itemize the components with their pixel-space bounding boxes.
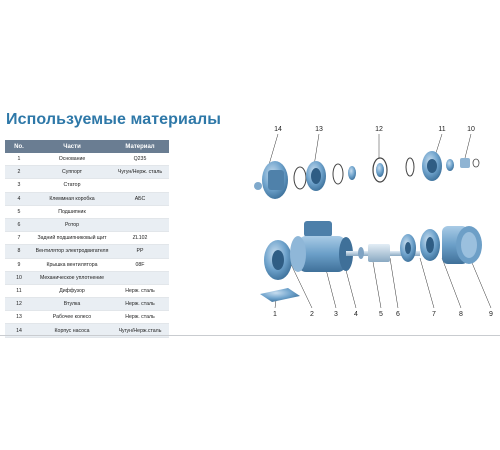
- page-title: Используемые материалы: [6, 111, 222, 128]
- top-part-numbers: [274, 126, 475, 133]
- table-row: [5, 179, 169, 192]
- header-material: Материал: [111, 140, 169, 153]
- row-part: Подшипник: [33, 205, 111, 218]
- table-row: [5, 192, 169, 205]
- part-number-label: 10: [467, 126, 475, 133]
- row-material: Нерж. сталь: [111, 298, 169, 311]
- row-number: 7: [5, 232, 33, 245]
- row-material: [111, 205, 169, 218]
- exploded-pump-diagram: [180, 118, 500, 322]
- table-row: [5, 245, 169, 258]
- part-number-label: 12: [375, 126, 383, 133]
- part-number-label: 6: [396, 311, 400, 318]
- header-number: No.: [5, 140, 33, 153]
- row-part: Втулка: [33, 298, 111, 311]
- row-part: Рабочее колесо: [33, 311, 111, 324]
- part-number-label: 14: [274, 126, 282, 133]
- row-number: 5: [5, 205, 33, 218]
- row-material: 08F: [111, 258, 169, 271]
- row-material: Нерж. сталь: [111, 284, 169, 297]
- row-material: PP: [111, 245, 169, 258]
- row-material: Чугун/Нерж.сталь: [111, 324, 169, 337]
- row-number: 11: [5, 284, 33, 297]
- part-number-label: 2: [310, 311, 314, 318]
- row-material: Q235: [111, 153, 169, 166]
- table-row: [5, 298, 169, 311]
- row-part: Вентилятор электродвигателя: [33, 245, 111, 258]
- row-number: 10: [5, 271, 33, 284]
- row-number: 3: [5, 179, 33, 192]
- table-row: [5, 166, 169, 179]
- part-number-label: 5: [379, 311, 383, 318]
- row-material: АБС: [111, 192, 169, 205]
- part-number-label: 11: [438, 126, 446, 133]
- part-number-label: 7: [432, 311, 436, 318]
- part-number-label: 3: [334, 311, 338, 318]
- row-part: Основание: [33, 153, 111, 166]
- row-material: Нерж. сталь: [111, 311, 169, 324]
- row-number: 9: [5, 258, 33, 271]
- part-number-label: 8: [459, 311, 463, 318]
- part-number-label: 9: [489, 311, 493, 318]
- row-material: [111, 271, 169, 284]
- table-row: [5, 232, 169, 245]
- row-number: 14: [5, 324, 33, 337]
- table-row: [5, 258, 169, 271]
- row-material: [111, 218, 169, 231]
- row-number: 2: [5, 166, 33, 179]
- row-part: Ротор: [33, 218, 111, 231]
- table-row: [5, 218, 169, 231]
- table-row: [5, 284, 169, 297]
- row-part: Диффузор: [33, 284, 111, 297]
- row-material: Чугун/Нерж. сталь: [111, 166, 169, 179]
- row-part: Суппорт: [33, 166, 111, 179]
- table-row: [5, 271, 169, 284]
- row-part: Механическое уплотнение: [33, 271, 111, 284]
- section-divider: [0, 335, 500, 336]
- row-number: 4: [5, 192, 33, 205]
- table-row: [5, 205, 169, 218]
- row-number: 1: [5, 153, 33, 166]
- part-number-label: 4: [354, 311, 358, 318]
- table-row: [5, 311, 169, 324]
- row-part: Крышка вентилятора: [33, 258, 111, 271]
- row-part: Статор: [33, 179, 111, 192]
- bottom-part-numbers: [273, 311, 493, 318]
- row-number: 6: [5, 218, 33, 231]
- row-part: Корпус насоса: [33, 324, 111, 337]
- row-part: Клеммная коробка: [33, 192, 111, 205]
- materials-table: [5, 140, 169, 338]
- row-number: 13: [5, 311, 33, 324]
- row-number: 12: [5, 298, 33, 311]
- table-row: [5, 153, 169, 166]
- header-part: Части: [33, 140, 111, 153]
- bottom-parts-row: [260, 221, 482, 302]
- row-material: ZL102: [111, 232, 169, 245]
- row-number: 8: [5, 245, 33, 258]
- part-number-label: 13: [315, 126, 323, 133]
- row-material: [111, 179, 169, 192]
- row-part: Задний подшипниковый щит: [33, 232, 111, 245]
- part-number-label: 1: [273, 311, 277, 318]
- table-header-row: [5, 140, 169, 153]
- top-parts-row: [254, 151, 479, 199]
